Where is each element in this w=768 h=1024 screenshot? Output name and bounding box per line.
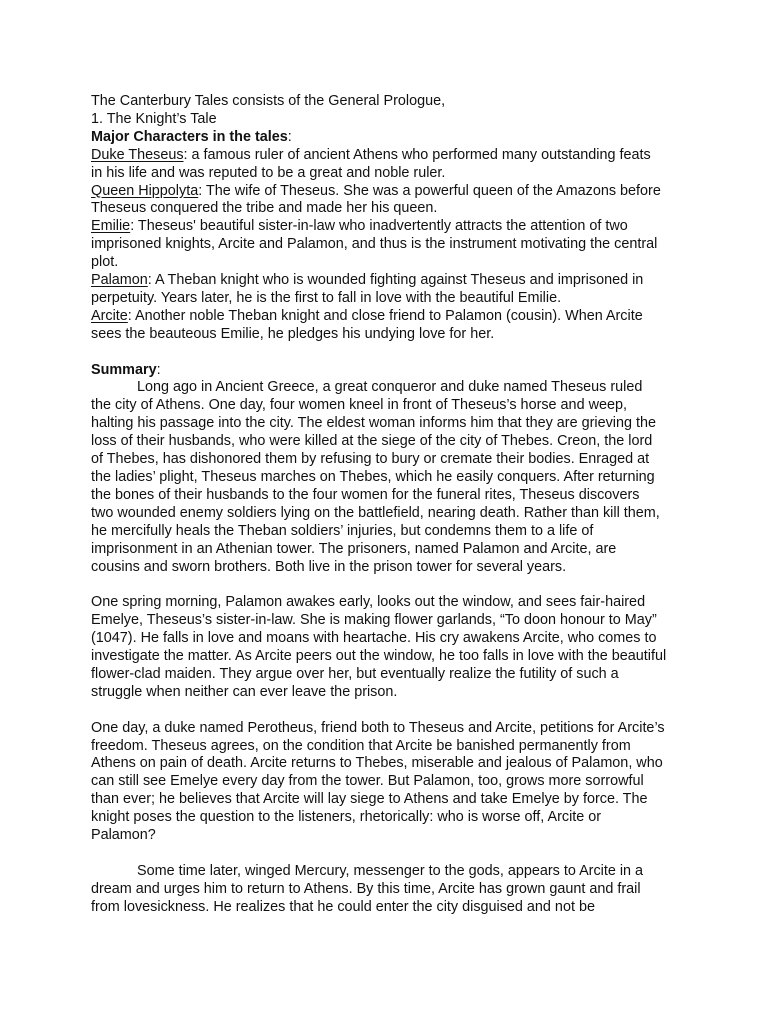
paragraph-line: freedom. Theseus agrees, on the condition that Arcite be banished permanently from [91, 737, 631, 754]
character-line [91, 308, 678, 326]
character-description: : Another noble Theban knight and close friend to Palamon (cousin). When Arcite [127, 307, 643, 324]
character-entry [91, 218, 678, 272]
spacer [91, 344, 678, 362]
paragraph-line: (1047). He falls in love and moans with heartache. His cry awakens Arcite, who comes to [91, 630, 657, 647]
paragraph-line: One day, a duke named Perotheus, friend both to Theseus and Arcite, petitions for Arcite’s [91, 719, 665, 736]
paragraph-line: the ladies’ plight, Theseus marches on Thebes, which he easily conquers. After returning [91, 469, 655, 486]
summary-paragraph [91, 720, 678, 845]
character-description: : Theseus' beautiful sister-in-law who inadvertently attracts the attention of two [130, 218, 628, 235]
character-entry [91, 147, 678, 183]
paragraph-line: investigate the matter. As Arcite peers out the window, he too falls in love with the beautiful [91, 648, 667, 665]
intro-line: 1. The Knight’s Tale [91, 110, 217, 127]
paragraph-line: cousins and sworn brothers. Both live in the prison tower for several years. [91, 558, 567, 575]
paragraph-line: than ever; he believes that Arcite will lay siege to Athens and take Emelye by force. The [91, 791, 648, 808]
spacer [91, 702, 678, 720]
paragraph-line: imprisonment in an Athenian tower. The prisoners, named Palamon and Arcite, are [91, 540, 617, 557]
summary-paragraph [91, 594, 678, 701]
paragraph-line: Long ago in Ancient Greece, a great conqueror and duke named Theseus ruled [137, 379, 643, 396]
character-description: : The wife of Theseus. She was a powerful queen of the Amazons before [198, 182, 661, 199]
character-name: Arcite [91, 307, 128, 324]
character-name: Emilie [91, 218, 131, 235]
summary-paragraph [91, 863, 678, 917]
character-name: Queen Hippolyta [91, 182, 199, 199]
character-line [91, 147, 678, 165]
paragraph-line: Athens on pain of death. Arcite returns to Thebes, miserable and jealous of Palamon, who [91, 755, 663, 772]
document-page [91, 93, 678, 917]
character-description: : a famous ruler of ancient Athens who performed many outstanding feats [183, 146, 651, 163]
paragraph-line: loss of their husbands, who were killed at the siege of the city of Thebes. Creon, the lord [91, 433, 653, 450]
summary-heading-colon: : [156, 361, 161, 378]
character-line: sees the beauteous Emilie, he pledges his undying love for her. [91, 325, 495, 342]
characters-heading-colon: : [287, 128, 292, 145]
characters-heading-label: Major Characters in the tales [91, 128, 288, 145]
character-name: Palamon [91, 272, 148, 289]
paragraph-line: the bones of their husbands to the four women for the funeral rites, Theseus discovers [91, 486, 640, 503]
spacer [91, 576, 678, 594]
character-name: Duke Theseus [91, 146, 184, 163]
paragraph-line: Palamon? [91, 827, 156, 844]
characters-heading [91, 129, 678, 147]
paragraph-line: of Thebes, has dishonored them by refusing to bury or cremate their bodies. Enraged at [91, 451, 650, 468]
intro-line: The Canterbury Tales consists of the General Prologue, [91, 93, 446, 109]
character-line: Theseus conquered the tribe and made her his queen. [91, 200, 438, 217]
paragraph-line: the city of Athens. One day, four women kneel in front of Theseus’s horse and weep, [91, 397, 627, 414]
paragraph-line: can still see Emelye every day from the tower. But Palamon, too, grows more sorrowful [91, 773, 644, 790]
paragraph-line: Emelye, Theseus’s sister-in-law. She is making flower garlands, “To doon honour to May” [91, 612, 657, 629]
paragraph-line: struggle when neither can ever leave the prison. [91, 683, 398, 700]
paragraph-line: he mercifully heals the Theban soldiers’ injuries, but condemns them to a life of [91, 522, 594, 539]
paragraph-line: knight poses the question to the listeners, rhetorically: who is worse off, Arcite or [91, 809, 602, 826]
character-description: : A Theban knight who is wounded fighting against Theseus and imprisoned in [147, 272, 644, 289]
character-entry [91, 183, 678, 219]
character-entry [91, 308, 678, 344]
paragraph-line: two wounded enemy soldiers lying on the battlefield, nearing death. Rather than kill them, [91, 504, 660, 521]
paragraph-line: flower-clad maiden. They argue over her, but eventually realize the futility of such a [91, 665, 619, 682]
spacer [91, 845, 678, 863]
character-line: imprisoned knights, Arcite and Palamon, and thus is the instrument motivating the central [91, 236, 658, 253]
character-entry [91, 272, 678, 308]
paragraph-line: Some time later, winged Mercury, messenger to the gods, appears to Arcite in a [137, 862, 644, 879]
paragraph-line: dream and urges him to return to Athens. By this time, Arcite has grown gaunt and frail [91, 880, 641, 897]
character-line: plot. [91, 254, 119, 271]
paragraph-line: halting his passage into the city. The eldest woman informs him that they are grieving the [91, 415, 657, 432]
character-line [91, 272, 678, 290]
paragraph-line: from lovesickness. He realizes that he could enter the city disguised and not be [91, 898, 595, 915]
character-line: perpetuity. Years later, he is the first to fall in love with the beautiful Emilie. [91, 289, 562, 306]
summary-heading [91, 362, 678, 380]
summary-paragraph [91, 379, 678, 576]
paragraph-line: One spring morning, Palamon awakes early, looks out the window, and sees fair-haired [91, 594, 646, 611]
character-line: in his life and was reputed to be a great and noble ruler. [91, 164, 446, 181]
summary-heading-label: Summary [91, 361, 157, 378]
character-line [91, 183, 678, 201]
character-line [91, 218, 678, 236]
